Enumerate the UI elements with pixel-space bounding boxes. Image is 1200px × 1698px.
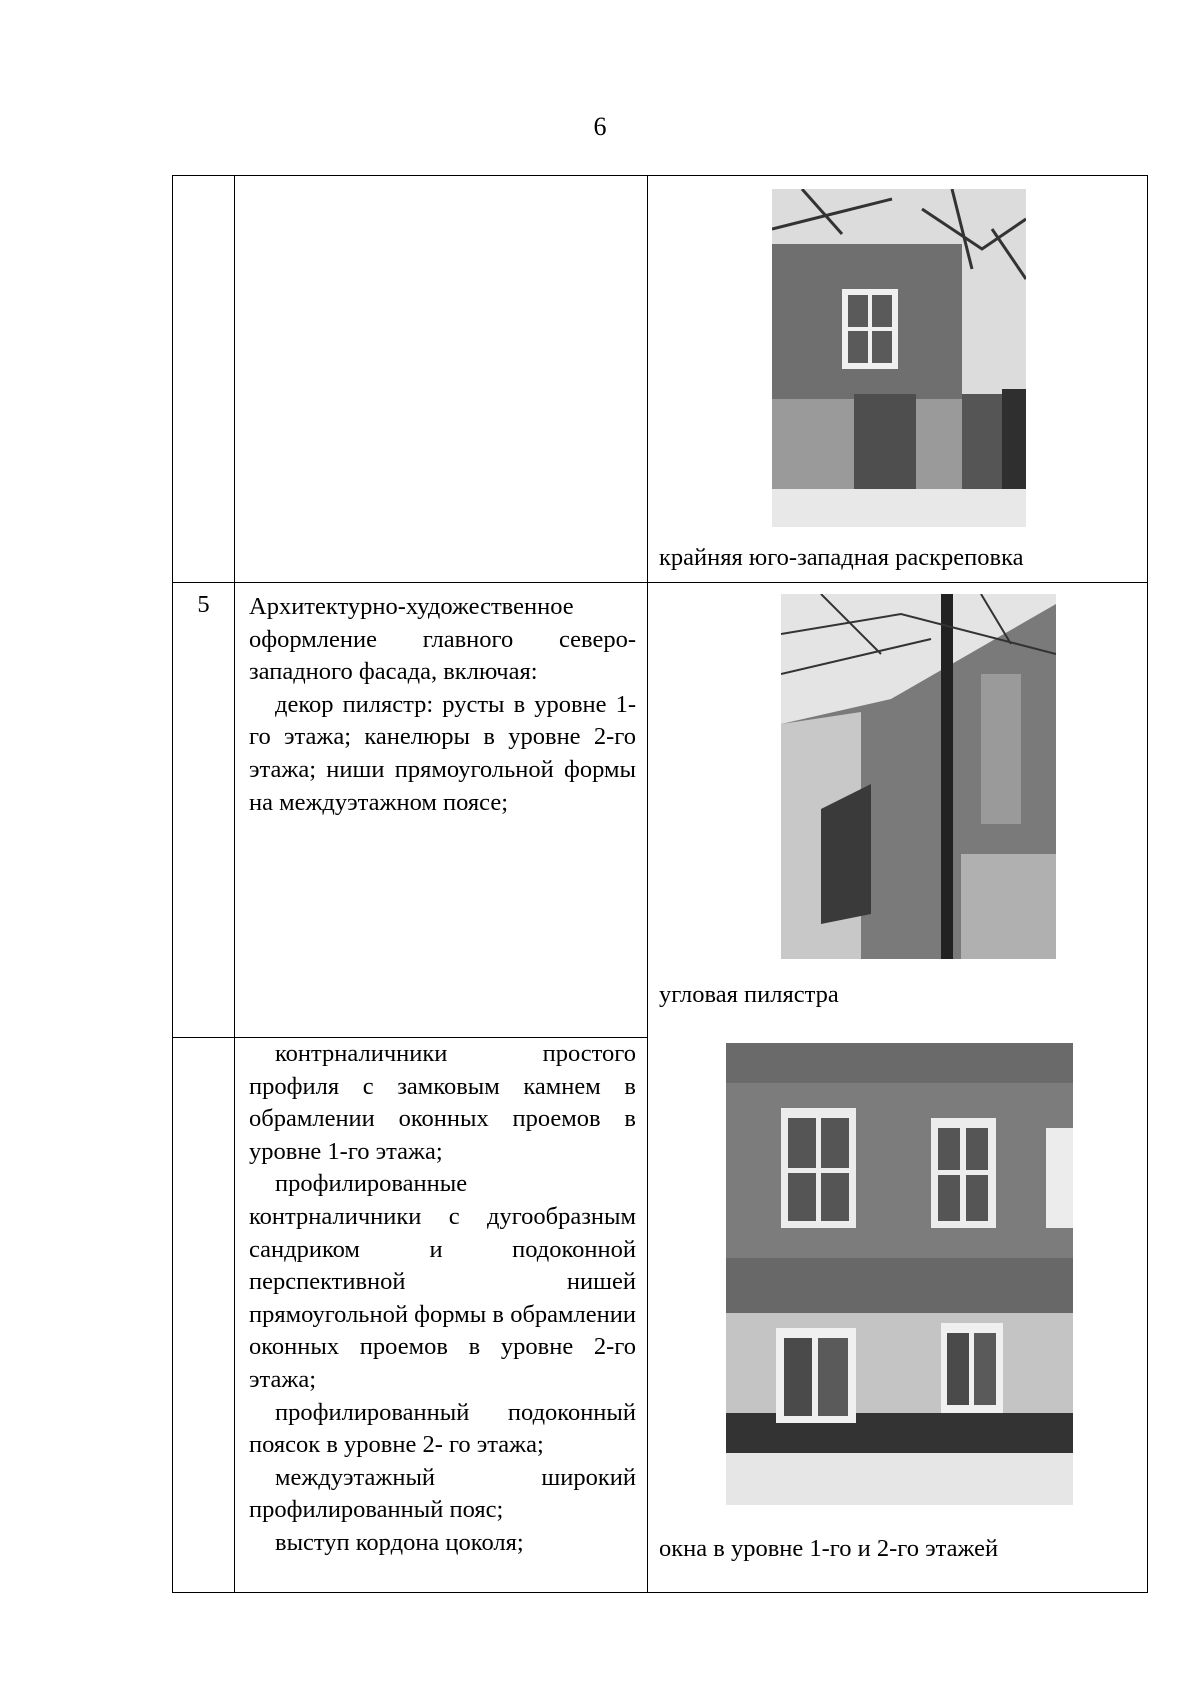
photo-cell <box>648 1038 1148 1593</box>
photo-caption: окна в уровне 1-го и 2-го этажей <box>659 1534 999 1562</box>
description-pilaster-decor: декор пилястр: русты в уровне 1-го этажа; канелюры в уровне 2-го этажа; ниши прямоугольной формы на междуэтажном поясе; <box>249 690 636 816</box>
row-number: 5 <box>197 591 210 618</box>
photo-cell <box>648 176 1148 583</box>
windows-photo <box>726 1043 1073 1505</box>
description-sill-belt: профилированный подоконный поясок в уровне 2- го этажа; <box>249 1398 636 1459</box>
table-row <box>173 1038 1148 1593</box>
description-interfloor-belt: междуэтажный широкий профилированный пояс; <box>249 1463 636 1524</box>
description-cell <box>235 1038 648 1593</box>
photo-caption: угловая пилястра <box>659 981 839 1008</box>
description-cell <box>235 583 648 1038</box>
description-cell <box>235 176 648 583</box>
row-number-cell <box>173 176 235 583</box>
corner-pilaster-photo <box>781 594 1056 959</box>
facade-raskrepovka-photo <box>772 189 1026 527</box>
description-intro: Архитектурно-художественное оформление главного северо-западного фасада, включая: <box>249 593 636 686</box>
description-contr-nalichniki-simple: контрналичники простого профиля с замковым камнем в обрамлении оконных проемов в уровне 1-го этажа; <box>249 1040 636 1165</box>
row-number-cell <box>173 1038 235 1593</box>
description-plinth-cordon: выступ кордона цоколя; <box>275 1528 524 1556</box>
table-row <box>173 583 1148 1038</box>
table-row <box>173 176 1148 583</box>
page-number: 6 <box>593 112 607 141</box>
description-contr-nalichniki-profiled: профилированные контрналичники с дугообразным сандриком и подоконной перспективной нишей прямоугольной формы в обрамлении оконных проемов в уровне 2-го этажа; <box>249 1170 636 1393</box>
photo-cell <box>648 583 1148 1038</box>
photo-caption: крайняя юго-западная раскреповка <box>659 544 1024 571</box>
row-number-cell <box>173 583 235 1038</box>
heritage-table <box>172 175 1148 1593</box>
